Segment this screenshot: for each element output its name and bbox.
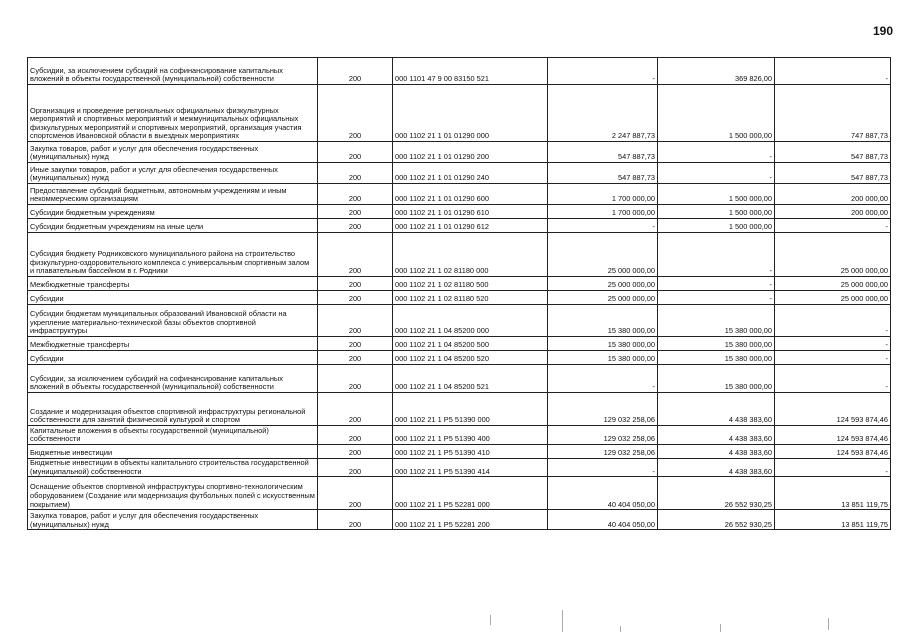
row-amount-executed: 15 380 000,00 [658,351,775,365]
row-amount-executed: - [658,233,775,277]
row-amount-unexecuted: 747 887,73 [775,85,891,142]
row-amount-unexecuted: - [775,219,891,233]
row-name: Субсидии, за исключением субсидий на софинансирование капитальных вложений в объекты государственной (муниципальной) собственности [28,365,318,393]
row-amount-unexecuted: - [775,365,891,393]
table-row [28,205,891,219]
row-line-code: 200 [318,365,393,393]
table-row [28,277,891,291]
row-budget-code: 000 1102 21 1 P5 51390 400 [393,426,548,445]
row-amount-approved: 40 404 050,00 [548,477,658,510]
row-amount-approved: 1 700 000,00 [548,184,658,205]
row-amount-unexecuted: - [775,351,891,365]
row-line-code: 200 [318,142,393,163]
row-line-code: 200 [318,291,393,305]
row-amount-executed: - [658,277,775,291]
row-line-code: 200 [318,445,393,459]
table-row [28,85,891,142]
row-line-code: 200 [318,459,393,477]
table-row [28,426,891,445]
row-budget-code: 000 1102 21 1 01 01290 612 [393,219,548,233]
row-budget-code: 000 1102 21 1 04 85200 500 [393,337,548,351]
row-amount-approved: 2 247 887,73 [548,85,658,142]
table-row [28,142,891,163]
table-row [28,393,891,426]
row-name: Бюджетные инвестиции в объекты капитального строительства государственной (муниципальной) собственности [28,459,318,477]
table-row [28,351,891,365]
row-amount-unexecuted: 200 000,00 [775,184,891,205]
row-amount-executed: 1 500 000,00 [658,85,775,142]
row-name: Бюджетные инвестиции [28,445,318,459]
row-amount-unexecuted: 200 000,00 [775,205,891,219]
row-amount-executed: 4 438 383,60 [658,393,775,426]
row-budget-code: 000 1102 21 1 P5 52281 200 [393,510,548,530]
row-amount-approved: 547 887,73 [548,163,658,184]
row-amount-executed: 1 500 000,00 [658,184,775,205]
row-line-code: 200 [318,219,393,233]
row-name: Субсидии бюджетным учреждениям [28,205,318,219]
row-budget-code: 000 1102 21 1 04 85200 000 [393,305,548,337]
row-amount-executed: 4 438 383,60 [658,459,775,477]
row-amount-approved: 25 000 000,00 [548,277,658,291]
row-amount-executed: - [658,142,775,163]
row-name: Субсидии бюджетным учреждениям на иные цели [28,219,318,233]
row-amount-executed: 1 500 000,00 [658,205,775,219]
row-amount-unexecuted: 25 000 000,00 [775,291,891,305]
row-amount-executed: 26 552 930,25 [658,477,775,510]
row-amount-executed: - [658,291,775,305]
row-line-code: 200 [318,393,393,426]
row-name: Субсидии бюджетам муниципальных образований Ивановской области на укрепление материально-технической базы объектов спортивной инфраструктуры [28,305,318,337]
row-budget-code: 000 1102 21 1 04 85200 520 [393,351,548,365]
row-budget-code: 000 1102 21 1 P5 51390 000 [393,393,548,426]
row-amount-executed: 4 438 383,60 [658,426,775,445]
row-budget-code: 000 1102 21 1 02 81180 000 [393,233,548,277]
row-amount-executed: 4 438 383,60 [658,445,775,459]
row-amount-executed: - [658,163,775,184]
table-row [28,365,891,393]
row-amount-unexecuted: 547 887,73 [775,163,891,184]
row-amount-approved: - [548,459,658,477]
scan-artifact [720,624,721,632]
row-line-code: 200 [318,58,393,85]
row-amount-executed: 369 826,00 [658,58,775,85]
table-row [28,459,891,477]
row-name: Субсидии [28,351,318,365]
row-amount-approved: 129 032 258,06 [548,445,658,459]
row-amount-unexecuted: 124 593 874,46 [775,426,891,445]
row-budget-code: 000 1102 21 1 P5 52281 000 [393,477,548,510]
row-name: Иные закупки товаров, работ и услуг для обеспечения государственных (муниципальных) нужд [28,163,318,184]
row-budget-code: 000 1102 21 1 02 81180 500 [393,277,548,291]
row-name: Субсидия бюджету Родниковского муниципального района на строительство физкультурно-оздоровительного комплекса с универсальным спортивным залом и плавательным бассейном в г. Родники [28,233,318,277]
row-budget-code: 000 1102 21 1 01 01290 600 [393,184,548,205]
row-name: Субсидии [28,291,318,305]
table-row [28,305,891,337]
row-amount-approved: 129 032 258,06 [548,393,658,426]
row-amount-unexecuted: 547 887,73 [775,142,891,163]
table-row [28,58,891,85]
table-row [28,163,891,184]
row-amount-executed: 1 500 000,00 [658,219,775,233]
row-name: Закупка товаров, работ и услуг для обеспечения государственных (муниципальных) нужд [28,510,318,530]
row-name: Закупка товаров, работ и услуг для обеспечения государственных (муниципальных) нужд [28,142,318,163]
scan-artifact [620,626,621,632]
table-row [28,337,891,351]
row-line-code: 200 [318,337,393,351]
row-amount-approved: 15 380 000,00 [548,305,658,337]
table-row [28,233,891,277]
row-line-code: 200 [318,277,393,291]
row-budget-code: 000 1102 21 1 P5 51390 410 [393,445,548,459]
row-amount-unexecuted: - [775,337,891,351]
table-row [28,219,891,233]
row-name: Субсидии, за исключением субсидий на софинансирование капитальных вложений в объекты государственной (муниципальной) собственности [28,58,318,85]
table-row [28,184,891,205]
row-amount-unexecuted: 124 593 874,46 [775,393,891,426]
row-amount-executed: 26 552 930,25 [658,510,775,530]
row-name: Межбюджетные трансферты [28,337,318,351]
row-amount-unexecuted: - [775,58,891,85]
row-budget-code: 000 1102 21 1 04 85200 521 [393,365,548,393]
row-budget-code: 000 1102 21 1 01 01290 240 [393,163,548,184]
row-amount-unexecuted: 13 851 119,75 [775,510,891,530]
row-line-code: 200 [318,477,393,510]
table-row [28,477,891,510]
row-amount-unexecuted: - [775,459,891,477]
row-line-code: 200 [318,305,393,337]
row-amount-unexecuted: 124 593 874,46 [775,445,891,459]
row-amount-approved: 40 404 050,00 [548,510,658,530]
row-line-code: 200 [318,184,393,205]
row-name: Межбюджетные трансферты [28,277,318,291]
row-amount-approved: 25 000 000,00 [548,291,658,305]
row-line-code: 200 [318,233,393,277]
row-name: Предоставление субсидий бюджетным, автономным учреждениям и иным некоммерческим организациям [28,184,318,205]
row-amount-executed: 15 380 000,00 [658,305,775,337]
row-amount-unexecuted: 25 000 000,00 [775,277,891,291]
row-amount-approved: - [548,365,658,393]
row-line-code: 200 [318,426,393,445]
row-line-code: 200 [318,85,393,142]
row-amount-approved: 15 380 000,00 [548,351,658,365]
row-line-code: 200 [318,510,393,530]
row-amount-approved: 25 000 000,00 [548,233,658,277]
budget-table [27,57,891,530]
row-budget-code: 000 1101 47 9 00 83150 521 [393,58,548,85]
row-budget-code: 000 1102 21 1 01 01290 200 [393,142,548,163]
page-number: 190 [872,24,893,38]
row-line-code: 200 [318,205,393,219]
row-amount-unexecuted: 13 851 119,75 [775,477,891,510]
table-row [28,291,891,305]
scan-artifact [562,610,563,632]
row-amount-unexecuted: 25 000 000,00 [775,233,891,277]
row-name: Капитальные вложения в объекты государственной (муниципальной) собственности [28,426,318,445]
scan-artifact [490,615,491,625]
row-amount-approved: - [548,58,658,85]
row-amount-approved: 15 380 000,00 [548,337,658,351]
row-amount-approved: 1 700 000,00 [548,205,658,219]
row-name: Организация и проведение региональных официальных физкультурных мероприятий и спортивных мероприятий и межмуниципальных официальных физкультурных мероприятий и спортивных мероприятий, организация участия спортсменов Ивановской области в выездных мероприятиях [28,85,318,142]
scan-artifact [828,618,829,630]
row-budget-code: 000 1102 21 1 01 01290 610 [393,205,548,219]
row-amount-approved: 547 887,73 [548,142,658,163]
row-line-code: 200 [318,351,393,365]
row-amount-approved: - [548,219,658,233]
row-name: Создание и модернизация объектов спортивной инфраструктуры региональной собственности для занятий физической культурой и спортом [28,393,318,426]
row-name: Оснащение объектов спортивной инфраструктуры спортивно-технологическим оборудованием (Создание или модернизация футбольных полей с искусственным покрытием) [28,477,318,510]
table-row [28,510,891,530]
row-amount-approved: 129 032 258,06 [548,426,658,445]
table-row [28,445,891,459]
row-budget-code: 000 1102 21 1 02 81180 520 [393,291,548,305]
row-line-code: 200 [318,163,393,184]
row-amount-executed: 15 380 000,00 [658,365,775,393]
row-budget-code: 000 1102 21 1 P5 51390 414 [393,459,548,477]
row-amount-unexecuted: - [775,305,891,337]
row-amount-executed: 15 380 000,00 [658,337,775,351]
row-budget-code: 000 1102 21 1 01 01290 000 [393,85,548,142]
